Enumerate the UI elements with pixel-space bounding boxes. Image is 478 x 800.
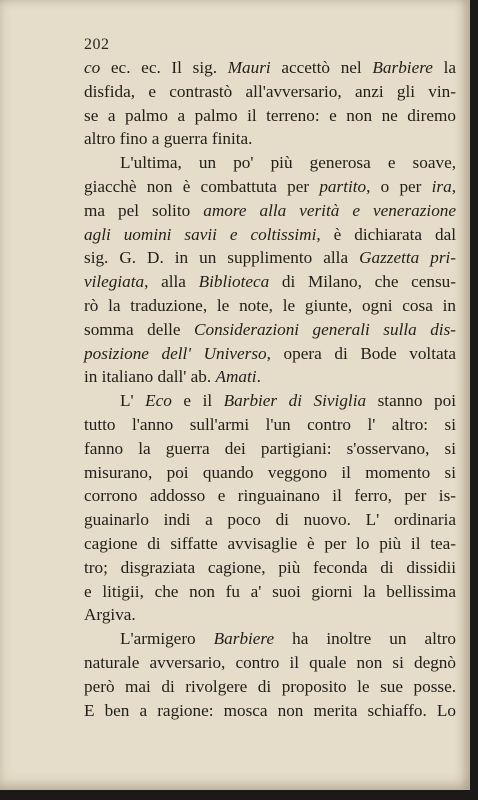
text-segment: fanno la guerra dei partigiani: s'osservano, si xyxy=(84,438,456,458)
text-segment: e il xyxy=(171,391,224,411)
text-segment: e litigii, che non fu a' suoi giorni la bellissima xyxy=(84,581,456,601)
body-text xyxy=(84,56,456,722)
text-line xyxy=(84,508,456,532)
text-segment: E ben a ragione: mosca non merita schiaffo. Lo xyxy=(84,700,456,720)
text-segment: la xyxy=(432,58,456,77)
text-segment: , o per xyxy=(366,176,432,196)
text-segment: in italiano dall' ab. xyxy=(84,367,216,387)
text-segment: , alla xyxy=(144,272,199,292)
text-segment: L' xyxy=(120,391,146,411)
text-line xyxy=(84,223,456,247)
text-line xyxy=(84,627,456,651)
italic-text: Considerazioni generali sulla dis- xyxy=(194,319,456,339)
italic-text: Barbier di Siviglia xyxy=(223,391,367,411)
italic-text: Amati xyxy=(215,367,257,387)
text-segment: stanno poi xyxy=(366,391,456,411)
text-segment: L'armigero xyxy=(120,629,214,649)
text-segment: accettò nel xyxy=(270,58,373,77)
text-line xyxy=(84,294,456,318)
text-line xyxy=(84,461,456,485)
text-segment: corrono addosso e ringuainano il ferro, per is- xyxy=(84,486,456,506)
text-segment: cagione di siffatte avvisaglie è per lo più il tea- xyxy=(84,533,456,553)
text-line xyxy=(84,56,456,80)
text-segment: disfida, e contrastò all'avversario, anzi gli vin- xyxy=(84,81,456,101)
text-line xyxy=(84,580,456,604)
italic-text: amore alla verità e venerazione xyxy=(203,200,457,220)
text-segment: però mai di rivolgere di proposito le sue posse. xyxy=(84,676,456,696)
text-line xyxy=(84,603,456,627)
text-line xyxy=(84,675,456,699)
text-segment: , opera di Bode voltata xyxy=(266,343,457,363)
text-segment: L'ultima, un po' più generosa e soave, xyxy=(120,153,456,173)
text-segment: rò la traduzione, le note, le giunte, ogni cosa in xyxy=(84,295,456,315)
text-line xyxy=(84,532,456,556)
text-line xyxy=(84,270,456,294)
text-segment: . xyxy=(256,367,261,387)
italic-text: Biblioteca xyxy=(198,272,270,292)
italic-text: posizione dell' Universo xyxy=(84,343,267,363)
text-line xyxy=(84,484,456,508)
italic-text: Gazzetta pri- xyxy=(359,248,457,268)
text-segment: giacchè non è combattuta per xyxy=(84,176,320,196)
text-segment: se a palmo a palmo il terreno: e non ne diremo xyxy=(84,105,456,125)
text-segment: misurano, poi quando veggono il momento si xyxy=(84,462,456,482)
text-line xyxy=(84,365,456,389)
text-line xyxy=(84,699,456,723)
text-line xyxy=(84,556,456,580)
italic-text: Barbiere xyxy=(372,58,433,77)
italic-text: agli uomini savii e coltissimi xyxy=(84,224,317,244)
text-segment: , xyxy=(451,176,456,196)
text-segment: Argiva. xyxy=(84,605,136,625)
text-segment: ha inoltre un altro xyxy=(274,629,456,649)
italic-text: Barbiere xyxy=(213,629,275,649)
text-segment: tutto l'anno sull'armi l'un contro l' altro: si xyxy=(84,414,456,434)
text-segment: sig. G. D. in un supplimento alla xyxy=(84,248,360,268)
text-line xyxy=(84,437,456,461)
italic-text: Mauri xyxy=(227,58,271,77)
text-segment: di Milano, che censu- xyxy=(269,272,456,292)
text-line xyxy=(84,80,456,104)
text-line xyxy=(84,413,456,437)
italic-text: partito xyxy=(319,176,367,196)
text-line xyxy=(84,389,456,413)
text-segment: ma pel solito xyxy=(84,200,204,220)
text-segment: altro fino a guerra finita. xyxy=(84,129,253,149)
text-segment: naturale avversario, contro il quale non si degnò xyxy=(84,652,456,672)
italic-text: co xyxy=(84,58,101,77)
text-line xyxy=(84,175,456,199)
italic-text: Eco xyxy=(145,391,172,411)
text-segment: somma delle xyxy=(84,319,195,339)
text-segment: , è dichiarata dal xyxy=(316,224,456,244)
italic-text: vilegiata xyxy=(84,272,145,292)
text-line xyxy=(84,199,456,223)
text-line xyxy=(84,127,456,151)
text-line xyxy=(84,342,456,366)
text-line xyxy=(84,104,456,128)
italic-text: ira xyxy=(431,176,452,196)
text-segment: guainarlo indi a poco di nuovo. L' ordinaria xyxy=(84,510,456,530)
text-line xyxy=(84,318,456,342)
text-line xyxy=(84,151,456,175)
text-line xyxy=(84,651,456,675)
text-line xyxy=(84,246,456,270)
page-number: 202 xyxy=(84,36,110,53)
text-segment: ec. ec. Il sig. xyxy=(100,58,228,77)
text-segment: tro; disgraziata cagione, più feconda di dissidii xyxy=(84,557,456,577)
